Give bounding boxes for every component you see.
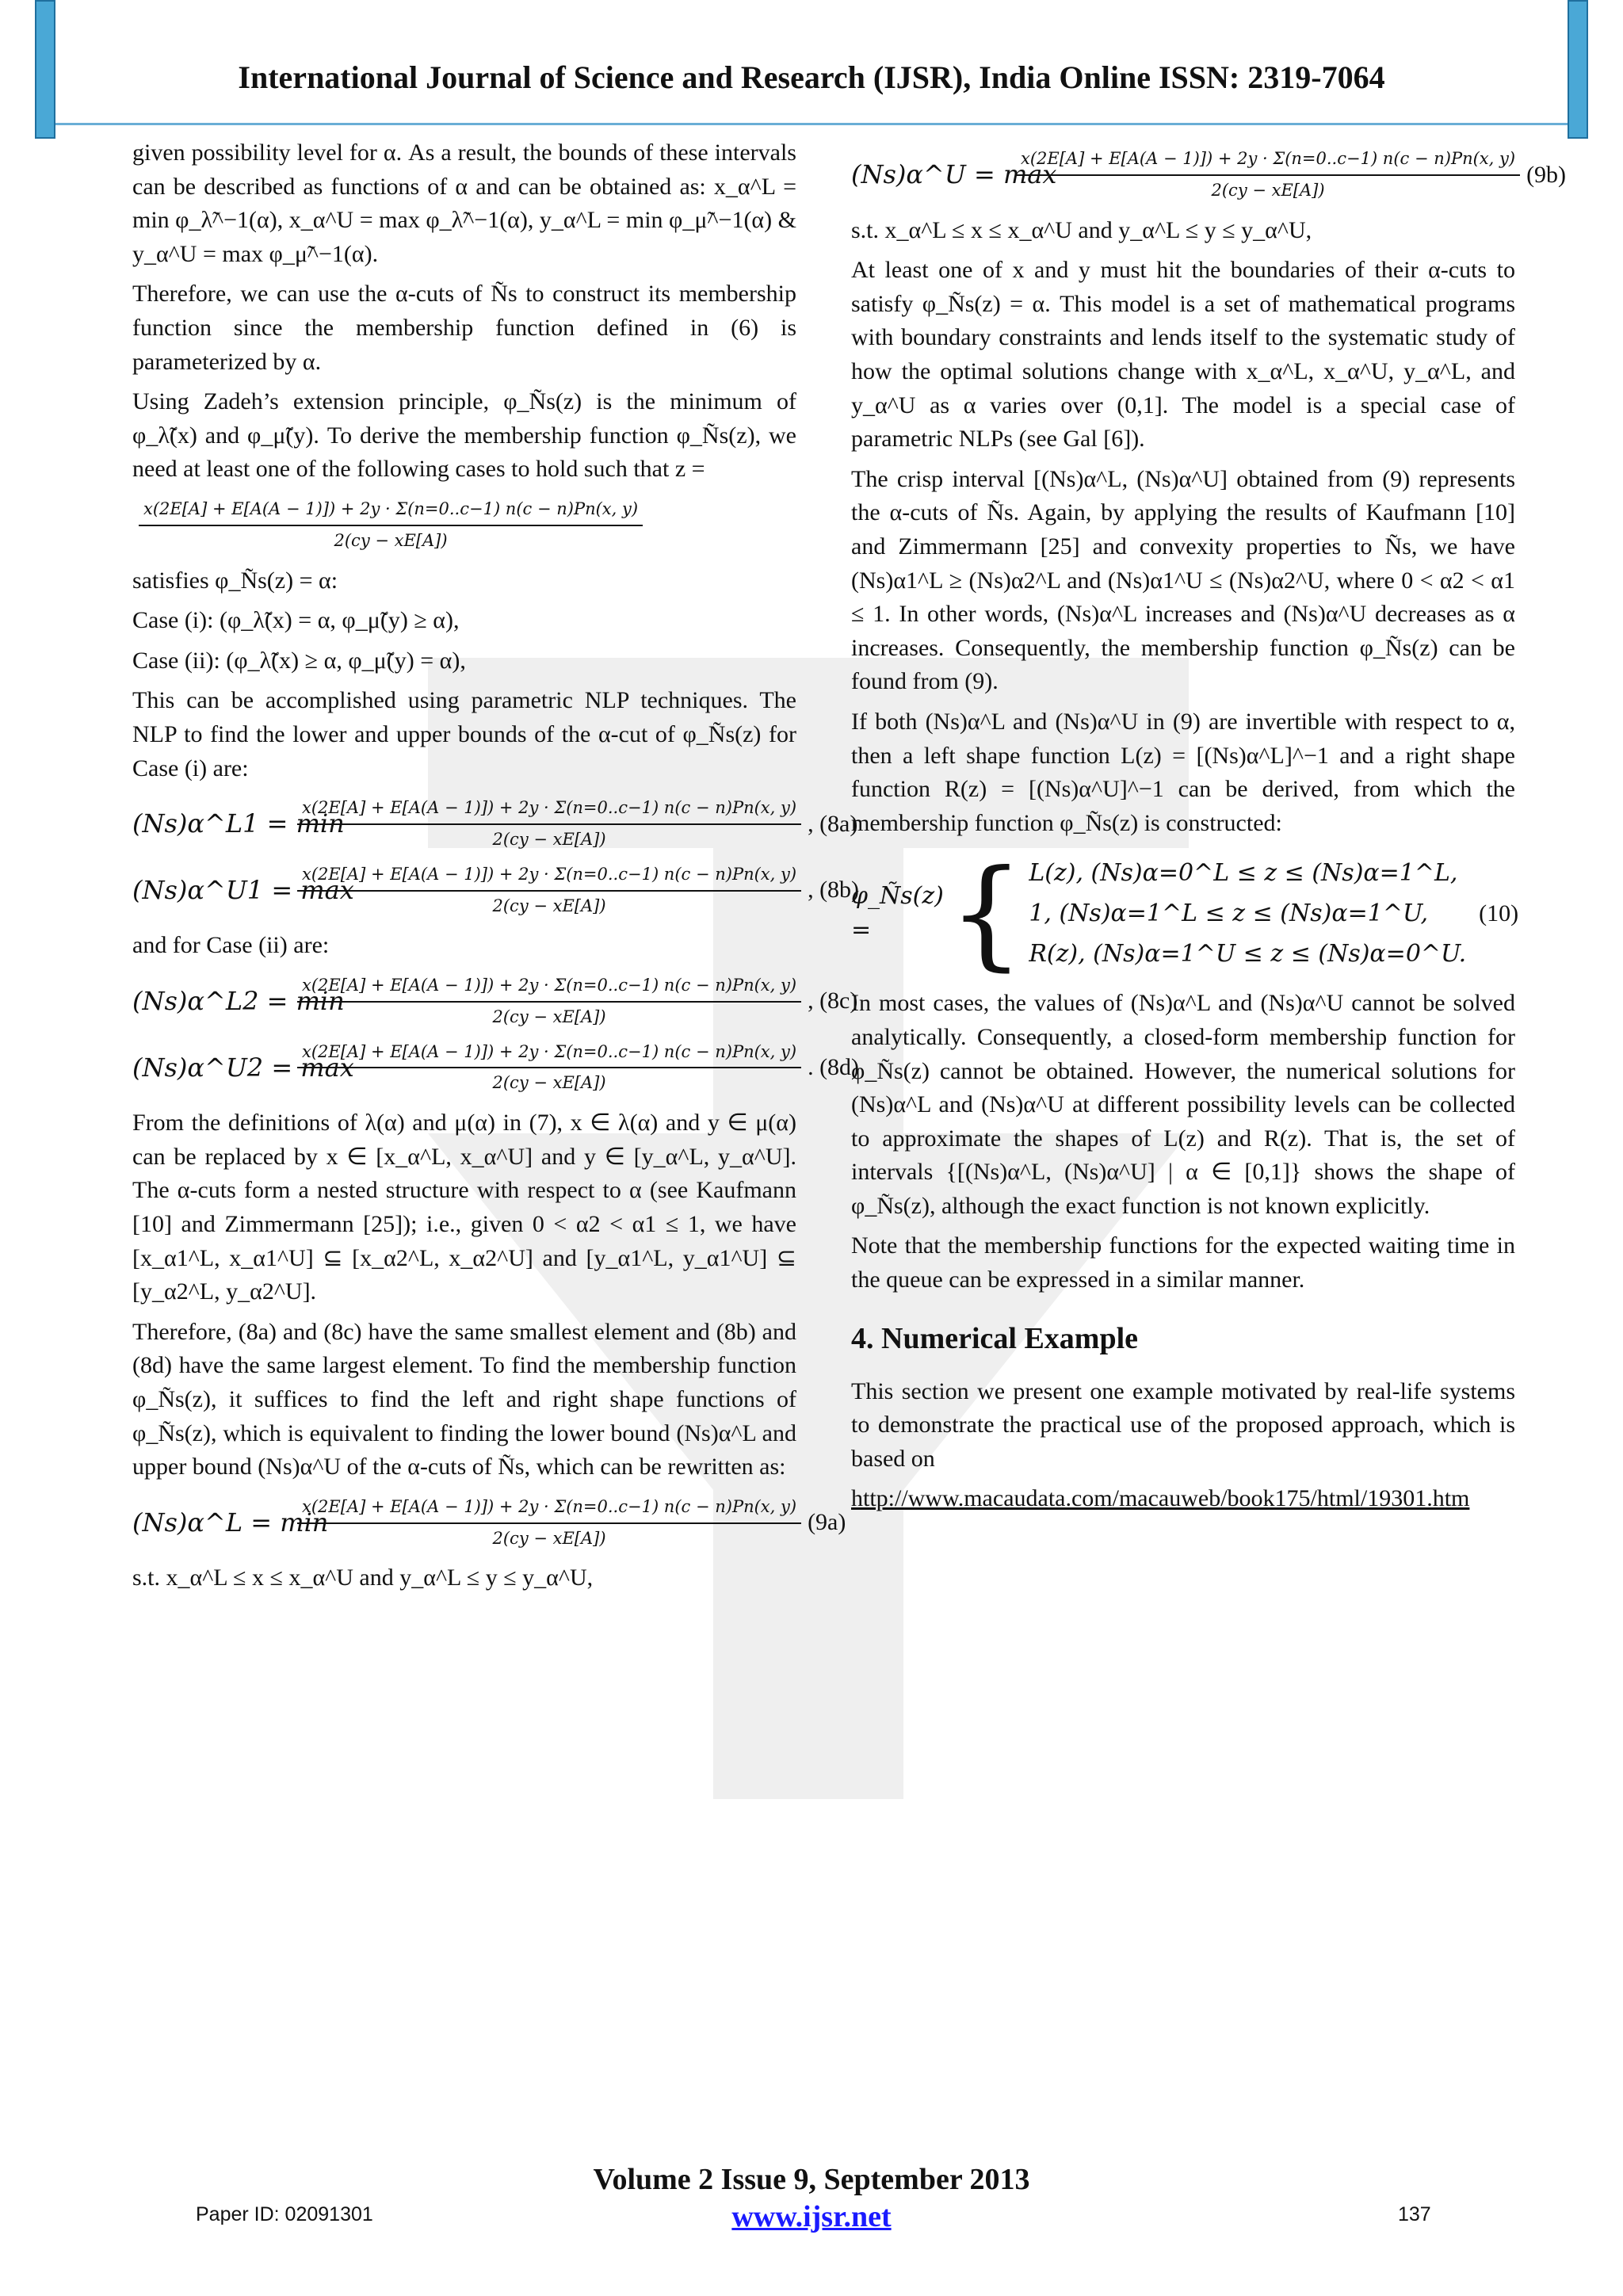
source-link[interactable]: http://www.macaudata.com/macauweb/book175/html/19301.htm: [851, 1485, 1470, 1512]
equation-label: , (8c): [808, 988, 858, 1014]
case-1: Case (i): (φ_λ̃(x) = α, φ_μ̃(y) ≥ α),: [132, 607, 460, 634]
journal-header: International Journal of Science and Research (IJSR), India Online ISSN: 2319-7064: [238, 59, 1385, 95]
fraction: [1016, 147, 1520, 203]
equation-label: , (8b): [808, 877, 860, 904]
equation-z: [132, 498, 796, 553]
denominator: 2(cy − xE[A]): [334, 530, 448, 550]
paragraph: This section we present one example motivated by real-life systems to demonstrate the practical use of the proposed approach, which is based on: [851, 1377, 1515, 1472]
case-row: 1, (Ns)α=1^L ≤ z ≤ (Ns)α=1^U,: [1029, 900, 1429, 928]
numerator: x(2E[A] + E[A(A − 1)]) + 2y · Σ(n=0..c−1) n(c − n)Pn(x, y): [297, 863, 801, 892]
denominator: 2(cy − xE[A]): [492, 896, 606, 915]
left-brace: {: [948, 844, 1025, 983]
numerator: x(2E[A] + E[A(A − 1)]) + 2y · Σ(n=0..c−1) n(c − n)Pn(x, y): [297, 974, 801, 1003]
equation-label: , (8a): [808, 810, 858, 837]
equation-8c: [132, 974, 858, 1030]
equation-label: (9b): [1526, 161, 1567, 188]
fraction: [297, 797, 801, 852]
footer-paper-id: Paper ID: 02091301: [196, 2203, 373, 2225]
footer-site-link[interactable]: www.ijsr.net: [731, 2200, 892, 2233]
paragraph: Therefore, we can use the α-cuts of Ñs to construct its membership function since the membership function defined in (6) is parameterized by α.: [132, 281, 796, 375]
case-row: L(z), (Ns)α=0^L ≤ z ≤ (Ns)α=1^L,: [1029, 859, 1458, 888]
fraction: [139, 498, 643, 553]
denominator: 2(cy − xE[A]): [1211, 180, 1325, 200]
denominator: 2(cy − xE[A]): [492, 1073, 606, 1093]
equation-lhs: (Ns)α^L2 = min: [132, 986, 345, 1017]
denominator: 2(cy − xE[A]): [492, 1007, 606, 1026]
paragraph: The crisp interval [(Ns)α^L, (Ns)α^U] obtained from (9) represents the α-cuts of Ñs. Again, by applying the results of Kaufmann [10] and Zimmermann [25] and convexity properties to Ñs, we have (Ns)α1^L ≥ (Ns)α2^L and (Ns)α1^U ≤ (Ns)α2^U, where 0 < α2 < α1 ≤ 1. In other words, (Ns)α^L increases and (Ns)α^U decreases as α increases. Consequently, the membership function φ_Ñs(z) can be found from (9).: [851, 465, 1515, 695]
paragraph: Therefore, (8a) and (8c) have the same smallest element and (8b) and (8d) have the same largest element. To find the membership function φ_Ñs(z), it suffices to find the left and right shape functions of φ_Ñs(z), which is equivalent to finding the lower bound (Ns)α^L and upper bound (Ns)α^U of the α-cuts of Ñs, which can be rewritten as:: [132, 1318, 796, 1480]
equation-9b: [851, 147, 1567, 203]
left-column: [132, 136, 860, 1602]
constraint: s.t. x_α^L ≤ x ≤ x_α^U and y_α^L ≤ y ≤ y_α^U,: [851, 216, 1312, 243]
paragraph: Using Zadeh’s extension principle, φ_Ñs(z) is the minimum of φ_λ̃(x) and φ_μ̃(y). To derive the membership function φ_Ñs(z), we need at least one of the following cases to hold such that z =: [132, 388, 796, 483]
denominator: 2(cy − xE[A]): [492, 1528, 606, 1548]
numerator: x(2E[A] + E[A(A − 1)]) + 2y · Σ(n=0..c−1) n(c − n)Pn(x, y): [139, 498, 643, 526]
equation-lhs: (Ns)α^L1 = min: [132, 808, 345, 839]
fraction: [297, 863, 801, 919]
header-rule: [55, 123, 1568, 125]
paragraph: If both (Ns)α^L and (Ns)α^U in (9) are invertible with respect to α, then a left shape function L(z) = [(Ns)α^L]^−1 and a right shape function R(z) = [(Ns)α^U]^−1 can be derived, from which the membership function φ_Ñs(z) is constructed:: [851, 708, 1515, 836]
fraction: [297, 974, 801, 1030]
equation-label: (10): [1479, 900, 1519, 926]
paragraph: given possibility level for α. As a result, the bounds of these intervals can be described as functions of α and can be obtained as: x_α^L = min φ_λ̃^−1(α), x_α^U = max φ_λ̃^−1(α), y_α^L = min φ_μ̃^−1(α) & y_α^U = max φ_μ̃^−1(α).: [132, 139, 796, 267]
equation-lhs: φ_Ñs(z) =: [851, 882, 944, 944]
equation-lhs: (Ns)α^U1 = max: [132, 874, 354, 905]
paragraph: At least one of x and y must hit the boundaries of their α-cuts to satisfy φ_Ñs(z) = α. This model is a set of mathematical programs with boundary constraints and lends itself to the systematic study of how the optimal solutions change with x_α^L, x_α^U, y_α^L, and y_α^U as α varies over (0,1]. The model is a special case of parametric NLPs (see Gal [6]).: [851, 257, 1515, 453]
numerator: x(2E[A] + E[A(A − 1)]) + 2y · Σ(n=0..c−1) n(c − n)Pn(x, y): [297, 797, 801, 825]
paragraph: This can be accomplished using parametric NLP techniques. The NLP to find the lower and upper bounds of the α-cut of φ_Ñs(z) for Case (i) are:: [132, 687, 796, 781]
paragraph: Note that the membership functions for the expected waiting time in the queue can be expressed in a similar manner.: [851, 1232, 1515, 1293]
paragraph: satisfies φ_Ñs(z) = α:: [132, 567, 338, 594]
equation-label: (9a): [808, 1509, 846, 1536]
footer-volume: Volume 2 Issue 9, September 2013: [593, 2163, 1030, 2196]
right-column: [851, 136, 1567, 1516]
paragraph: From the definitions of λ(α) and μ(α) in (7), x ∈ λ(α) and y ∈ μ(α) can be replaced by x ∈ [x_α^L, x_α^U] and y ∈ [y_α^L, y_α^U]. The α-cuts form a nested structure with respect to α (see Kaufmann [10] and Zimmermann [25]); i.e., given 0 < α2 < α1 ≤ 1, we have [x_α1^L, x_α1^U] ⊆ [x_α2^L, x_α2^U] and [y_α1^L, y_α1^U] ⊆ [y_α2^L, y_α2^U].: [132, 1110, 796, 1305]
fraction: [297, 1041, 801, 1096]
constraint: s.t. x_α^L ≤ x ≤ x_α^U and y_α^L ≤ y ≤ y_α^U,: [132, 1564, 594, 1591]
equation-lhs: (Ns)α^L = min: [132, 1507, 329, 1538]
numerator: x(2E[A] + E[A(A − 1)]) + 2y · Σ(n=0..c−1) n(c − n)Pn(x, y): [1016, 147, 1520, 176]
fraction: [297, 1496, 801, 1551]
equation-8d: [132, 1041, 860, 1096]
section-title: 4. Numerical Example: [851, 1321, 1139, 1355]
denominator: 2(cy − xE[A]): [492, 829, 606, 849]
paragraph: In most cases, the values of (Ns)α^L and (Ns)α^U cannot be solved analytically. Consequently, a closed-form membership function for φ_Ñs(z) cannot be obtained. However, the numerical solutions for (Ns)α^L and (Ns)α^U at different possibility levels can be collected to approximate the shapes of L(z) and R(z). That is, the set of intervals {[(Ns)α^L, (Ns)α^U] | α ∈ [0,1]} shows the shape of φ_Ñs(z), although the exact function is not known explicitly.: [851, 990, 1515, 1219]
case-rows: [1029, 853, 1466, 974]
paragraph: and for Case (ii) are:: [132, 932, 330, 959]
equation-lhs: (Ns)α^U = max: [851, 159, 1057, 190]
equation-9a: [132, 1496, 846, 1551]
case-row: R(z), (Ns)α=1^U ≤ z ≤ (Ns)α=0^U.: [1029, 940, 1467, 968]
equation-8b: [132, 863, 860, 919]
case-2: Case (ii): (φ_λ̃(x) ≥ α, φ_μ̃(y) = α),: [132, 647, 466, 674]
equation-lhs: (Ns)α^U2 = max: [132, 1052, 354, 1083]
equation-label: . (8d): [808, 1054, 860, 1081]
numerator: x(2E[A] + E[A(A − 1)]) + 2y · Σ(n=0..c−1) n(c − n)Pn(x, y): [297, 1041, 801, 1069]
equation-8a: [132, 797, 858, 852]
numerator: x(2E[A] + E[A(A − 1)]) + 2y · Σ(n=0..c−1) n(c − n)Pn(x, y): [297, 1496, 801, 1524]
equation-10: [851, 844, 1519, 983]
footer-page-number: 137: [1398, 2203, 1431, 2225]
